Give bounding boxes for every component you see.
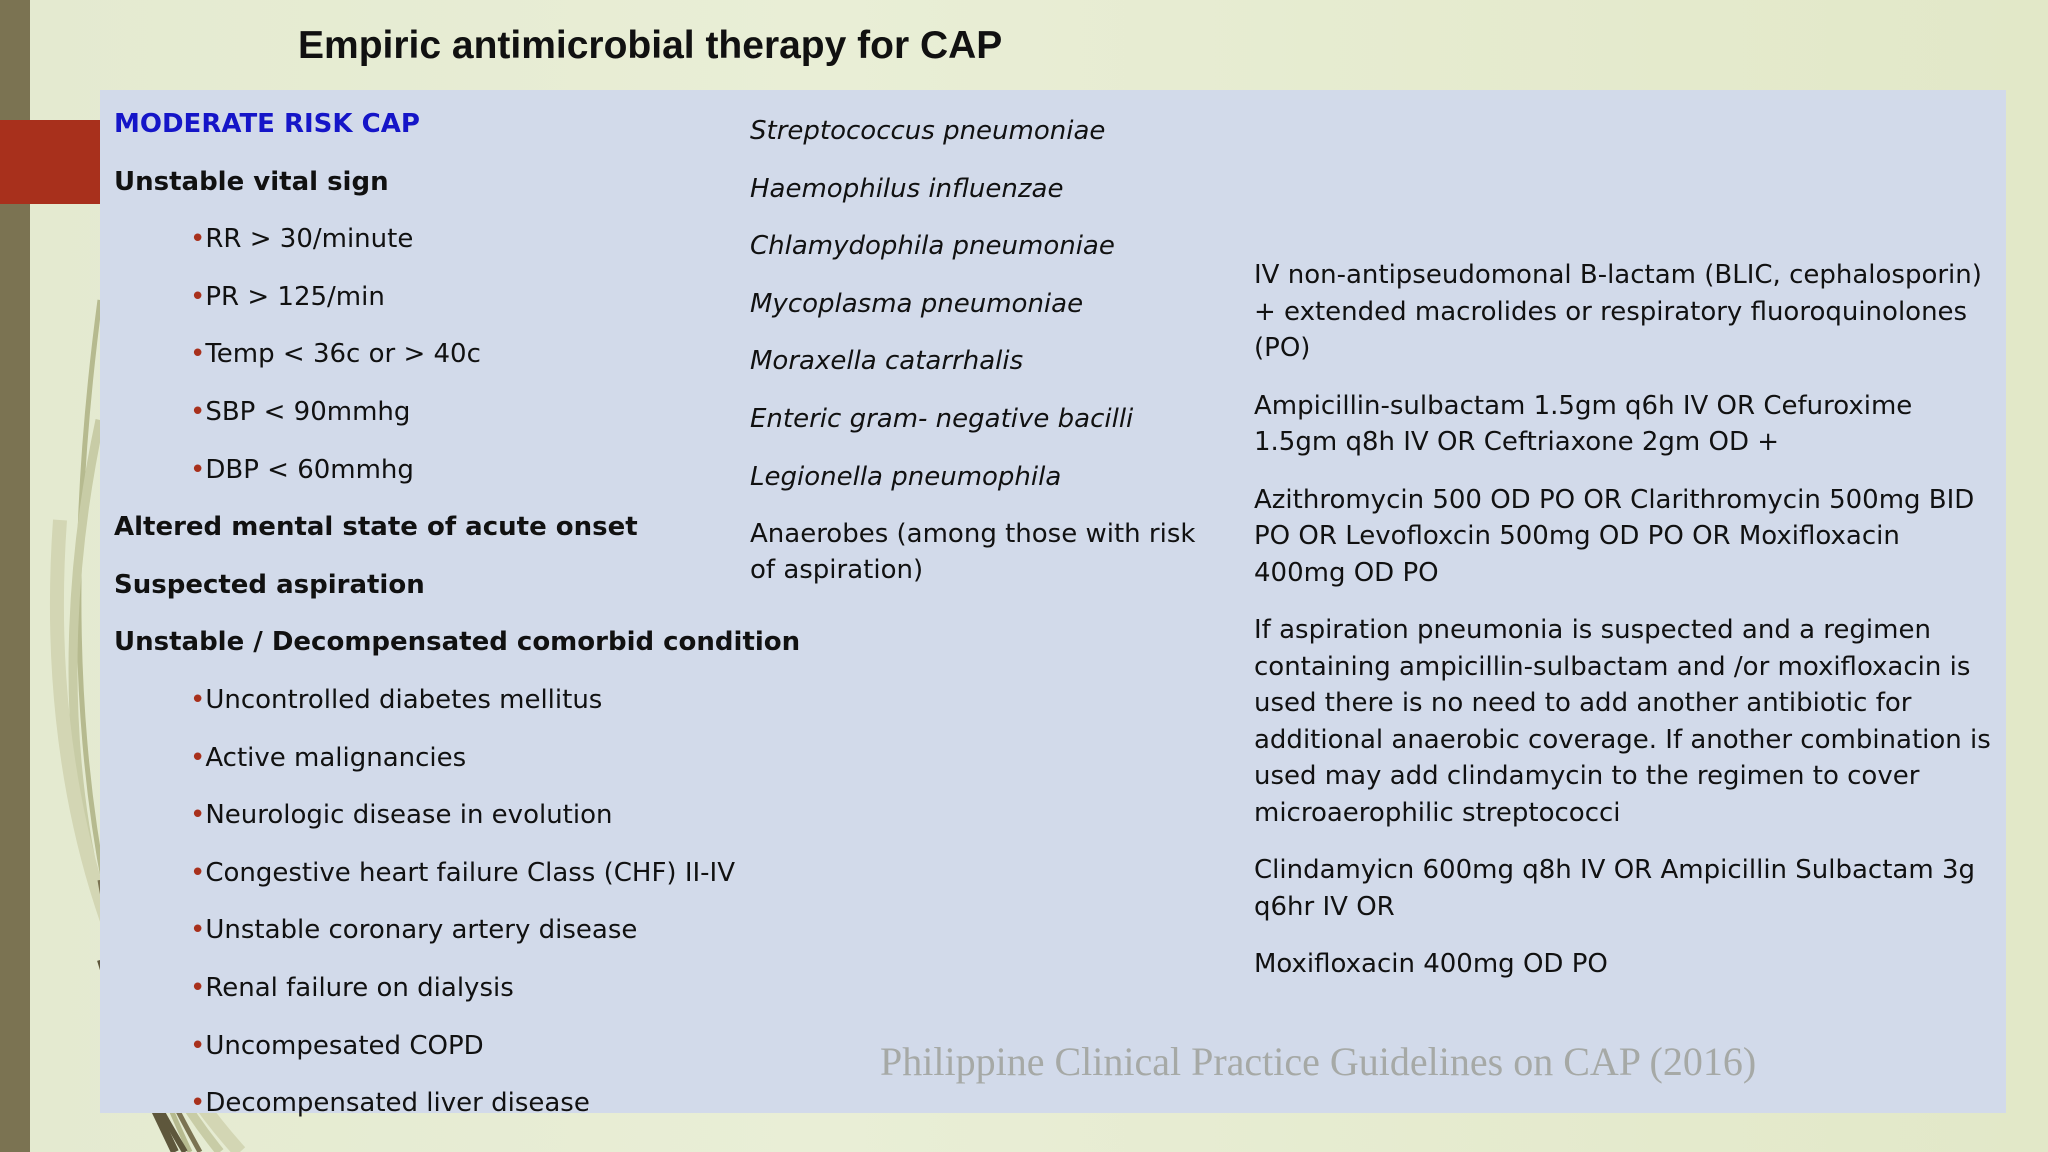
bullet-icon: • [190, 857, 206, 888]
risk-item-text: DBP < 60mmhg [205, 454, 414, 485]
slide-title: Empiric antimicrobial therapy for CAP [298, 24, 1003, 67]
bullet-icon: • [190, 339, 206, 370]
risk-bullet-item [114, 672, 734, 730]
risk-item-text: Altered mental state of acute onset [114, 512, 638, 543]
risk-criteria-column [114, 96, 801, 1133]
bullet-icon: • [190, 742, 206, 773]
risk-bullet-item [114, 269, 734, 327]
pathogen-item: Legionella pneumophila [750, 461, 1062, 492]
risk-bullet-item [114, 730, 734, 788]
pathogen-item: Streptococcus pneumoniae [750, 116, 1106, 146]
risk-item-text: Decompensated liver disease [205, 1088, 590, 1119]
accent-block [0, 120, 100, 204]
risk-item-text: PR > 125/min [205, 281, 385, 312]
risk-criterion-heading [114, 499, 734, 557]
risk-bullet-item [114, 211, 734, 269]
pathogen-item: Enteric gram- negative bacilli [750, 403, 1134, 434]
pathogen-item: Haemophilus influenzae [750, 173, 1064, 204]
risk-criterion-heading [114, 614, 801, 672]
pathogen-item: Mycoplasma pneumoniae [750, 288, 1084, 319]
bullet-icon: • [190, 281, 206, 312]
risk-item-text: Active malignancies [205, 742, 467, 773]
risk-item-text: Renal failure on dialysis [205, 972, 514, 1003]
risk-bullet-item [114, 902, 734, 960]
risk-item-text: Congestive heart failure Class (CHF) II-IV [205, 857, 735, 888]
therapy-paragraph: Moxifloxacin 400mg OD PO [1254, 949, 1608, 979]
risk-bullet-item [114, 326, 734, 384]
therapy-paragraph: If aspiration pneumonia is suspected and a regimen containing ampicillin-sulbactam and /or moxifloxacin is used there is no need to add another antibiotic for additional anaerobic coverage. If another combination is used may add clindamycin to the regimen to cover microaerophilic streptococci [1254, 615, 1991, 828]
risk-bullet-item [114, 787, 734, 845]
risk-item-text: RR > 30/minute [205, 224, 414, 255]
bullet-icon: • [190, 800, 206, 831]
risk-item-text: Suspected aspiration [114, 569, 425, 600]
risk-item-text: Unstable coronary artery disease [205, 915, 638, 946]
risk-item-text: Temp < 36c or > 40c [205, 339, 481, 370]
therapy-column [1254, 257, 1994, 1004]
bullet-icon: • [190, 224, 206, 255]
risk-bullet-item [114, 384, 734, 442]
therapy-paragraph: Azithromycin 500 OD PO OR Clarithromycin 500mg BID PO OR Levofloxcin 500mg OD PO OR Moxifloxacin 400mg OD PO [1254, 484, 1975, 588]
bullet-icon: • [190, 1088, 206, 1119]
therapy-paragraph: Ampicillin-sulbactam 1.5gm q6h IV OR Cefuroxime 1.5gm q8h IV OR Ceftriaxone 2gm OD + [1254, 390, 1913, 457]
source-citation: Philippine Clinical Practice Guidelines on CAP (2016) [880, 1039, 1757, 1084]
pathogens-column [750, 103, 1210, 588]
risk-heading: MODERATE RISK CAP [114, 109, 420, 139]
risk-item-text: Unstable / Decompensated comorbid condition [114, 627, 801, 658]
pathogen-item: Chlamydophila pneumoniae [750, 231, 1115, 262]
bullet-icon: • [190, 396, 206, 427]
risk-bullet-item [114, 845, 734, 903]
pathogen-note: Anaerobes (among those with risk of aspiration) [750, 519, 1196, 586]
pathogen-list [750, 103, 1210, 506]
risk-bullet-item [114, 1075, 734, 1133]
risk-item-text: Unstable vital sign [114, 166, 389, 197]
risk-criterion-heading [114, 154, 734, 212]
therapy-paragraph: IV non-antipseudomonal B-lactam (BLIC, cephalosporin) + extended macrolides or respiratory fluoroquinolones (PO) [1254, 260, 1982, 363]
therapy-paragraph: Clindamyicn 600mg q8h IV OR Ampicillin Sulbactam 3g q6hr IV OR [1254, 855, 1975, 922]
risk-item-text: Uncontrolled diabetes mellitus [205, 684, 603, 715]
risk-item-text: SBP < 90mmhg [205, 396, 411, 427]
risk-bullet-item [114, 960, 734, 1018]
risk-item-text: Uncompesated COPD [205, 1030, 484, 1061]
bullet-icon: • [190, 684, 206, 715]
bullet-icon: • [190, 972, 206, 1003]
pathogen-item: Moraxella catarrhalis [750, 346, 1024, 377]
risk-bullet-item [114, 442, 734, 500]
risk-criterion-heading [114, 557, 734, 615]
risk-item-text: Neurologic disease in evolution [205, 800, 613, 831]
bullet-icon: • [190, 1030, 206, 1061]
bullet-icon: • [190, 454, 206, 485]
risk-criteria-list [114, 154, 801, 1133]
risk-bullet-item [114, 1018, 734, 1076]
bullet-icon: • [190, 915, 206, 946]
